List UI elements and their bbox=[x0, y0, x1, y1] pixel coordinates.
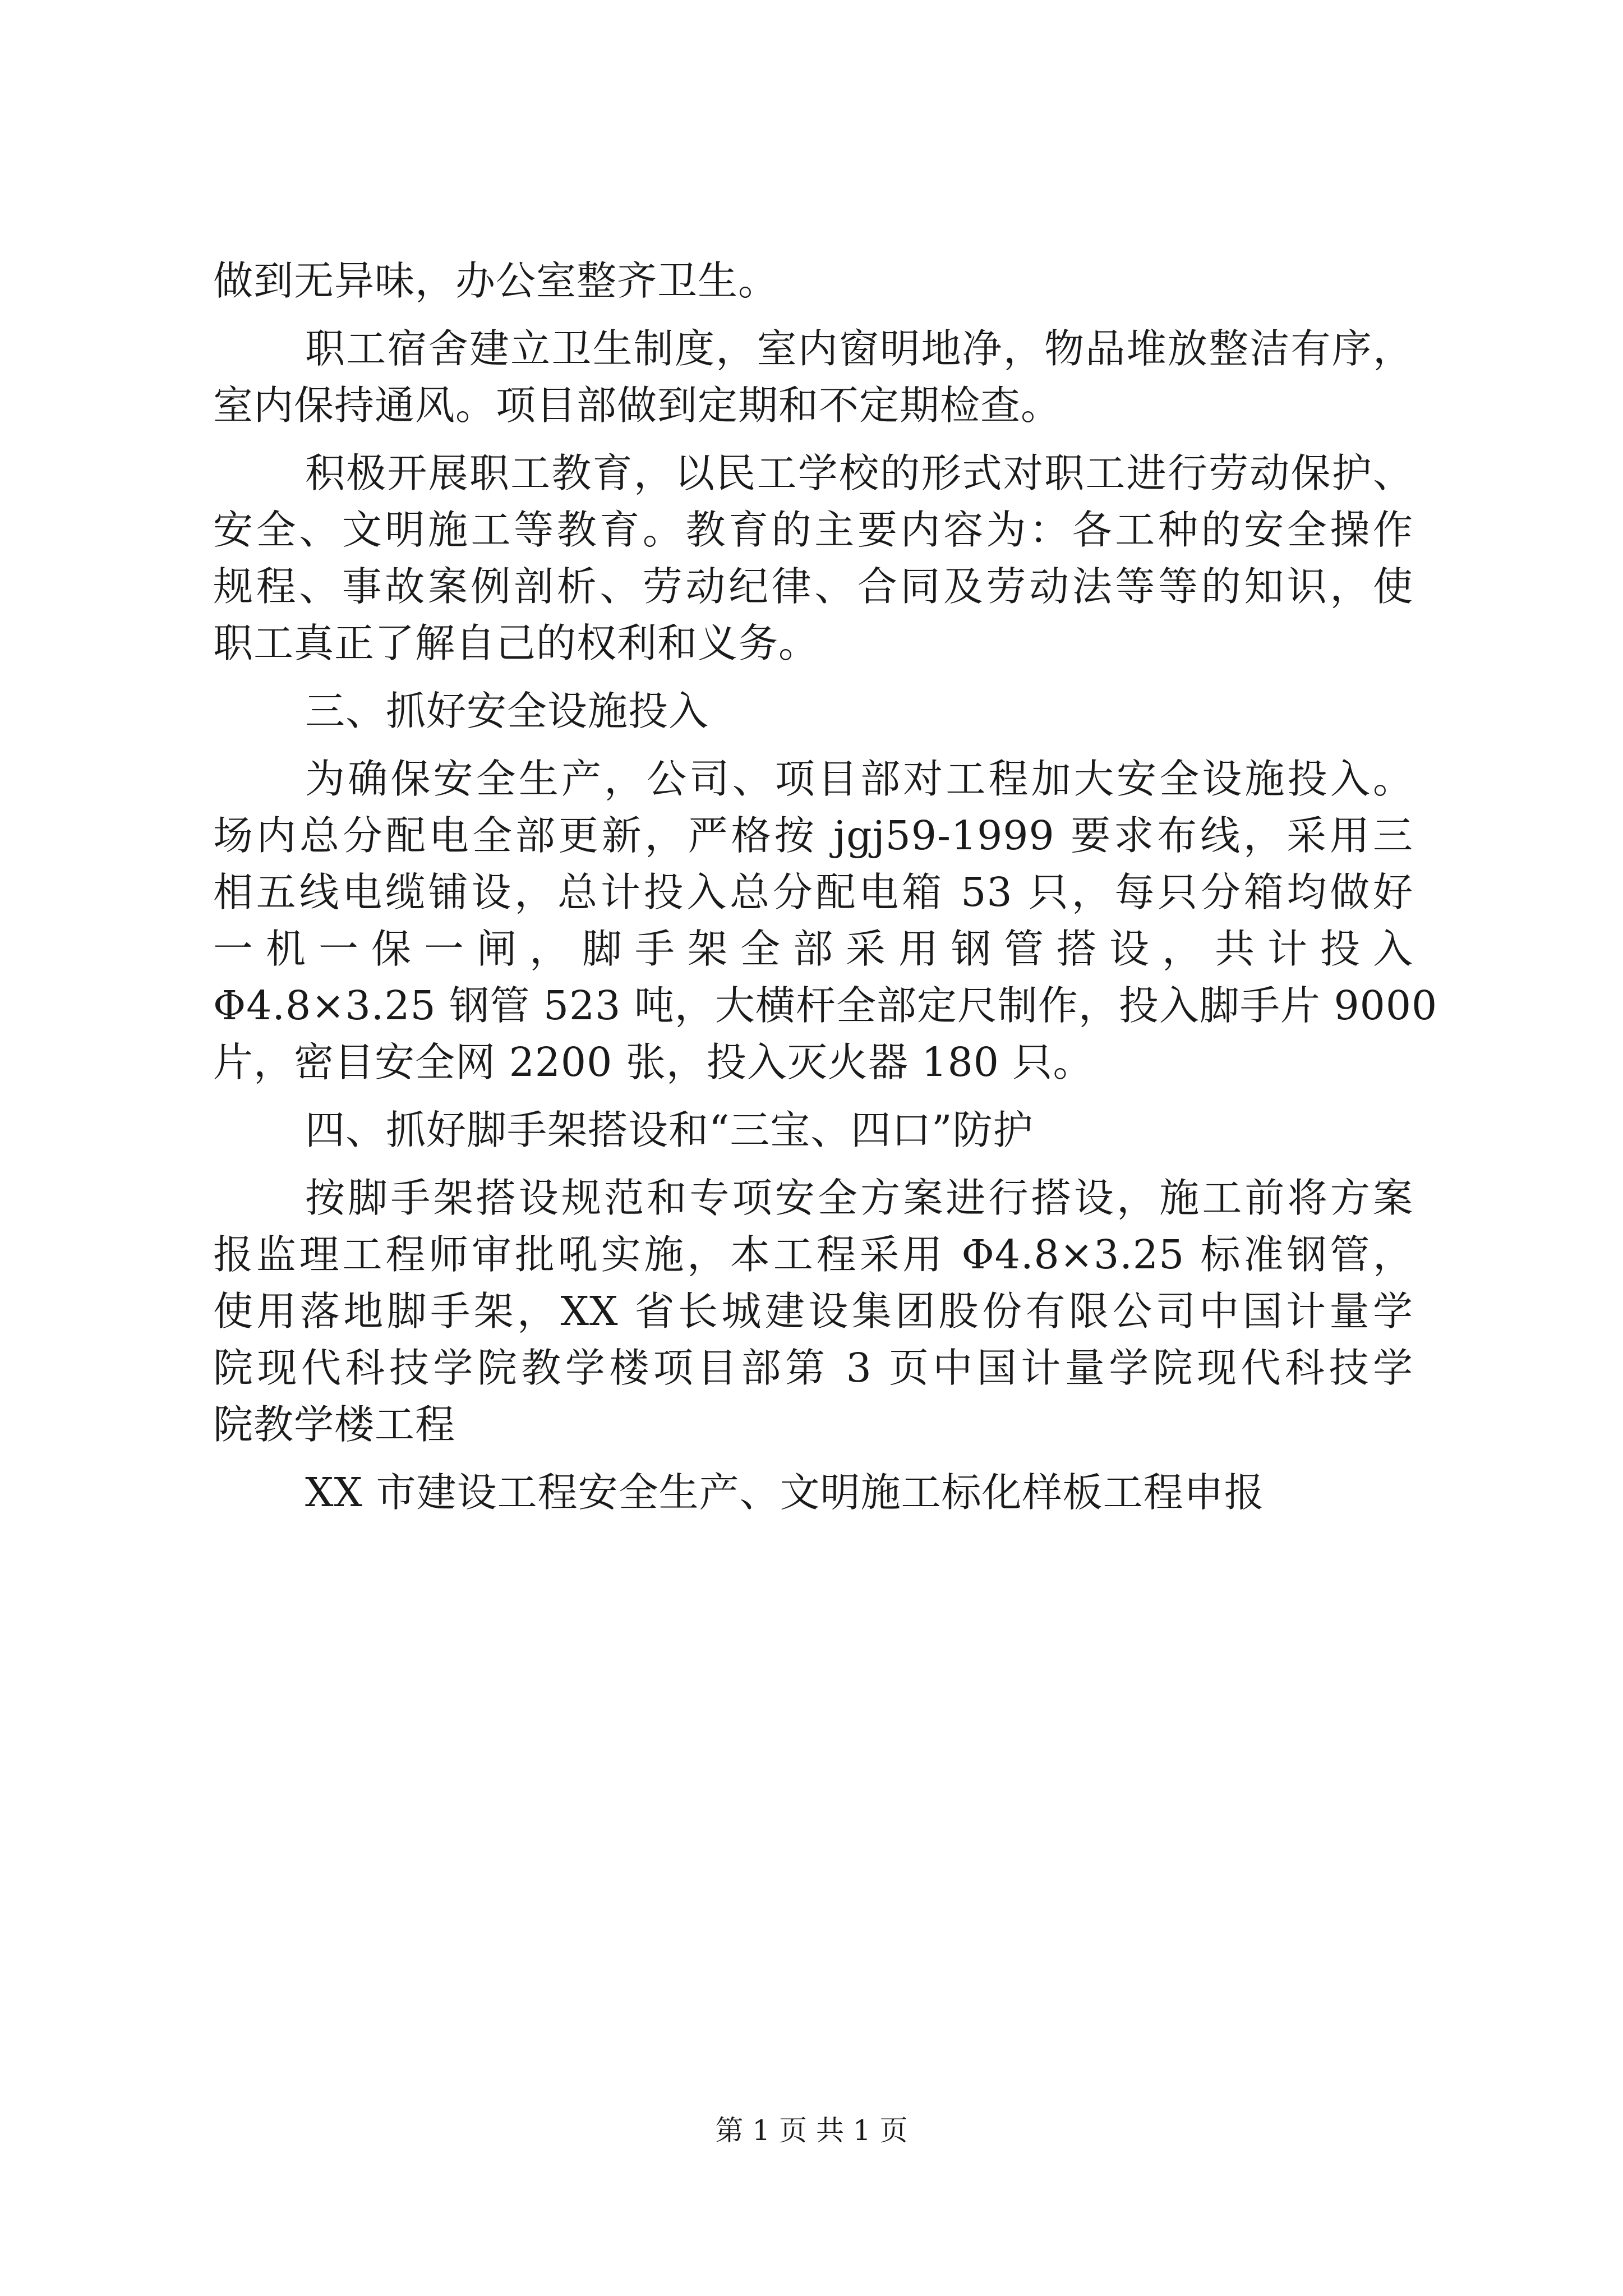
paragraph-line: 规程、事故案例剖析、劳动纪律、合同及劳动法等等的知识，使 bbox=[213, 563, 1413, 610]
paragraph-line: 相五线电缆铺设，总计投入总分配电箱 53 只，每只分箱均做好 bbox=[213, 869, 1413, 915]
paragraph-line: 做到无异味，办公室整齐卫生。 bbox=[213, 257, 779, 304]
section-heading: 三、抓好安全设施投入 bbox=[305, 688, 709, 734]
paragraph-line: 院现代科技学院教学楼项目部第 3 页中国计量学院现代科技学 bbox=[213, 1345, 1413, 1391]
paragraph-line: 一机一保一闸，脚手架全部采用钢管搭设，共计投入 bbox=[213, 926, 1413, 972]
paragraph-line: 院教学楼工程 bbox=[213, 1401, 456, 1448]
paragraph-line: 职工真正了解自己的权利和义务。 bbox=[213, 620, 819, 666]
section-heading: 四、抓好脚手架搭设和“三宝、四口”防护 bbox=[305, 1107, 1034, 1153]
document-body bbox=[213, 252, 1438, 1521]
paragraph-line: 为确保安全生产，公司、项目部对工程加大安全设施投入。 bbox=[305, 756, 1413, 802]
paragraph-line: 积极开展职工教育，以民工学校的形式对职工进行劳动保护、 bbox=[305, 450, 1413, 496]
paragraph-line: XX 市建设工程安全生产、文明施工标化样板工程申报 bbox=[305, 1469, 1265, 1516]
paragraph-line: 使用落地脚手架，XX 省长城建设集团股份有限公司中国计量学 bbox=[213, 1288, 1413, 1335]
paragraph-line: 报监理工程师审批吼实施，本工程采用 Φ4.8×3.25 标准钢管， bbox=[213, 1231, 1413, 1278]
paragraph-line: 片，密目安全网 2200 张，投入灭火器 180 只。 bbox=[213, 1039, 1094, 1085]
paragraph-line: 场内总分配电全部更新，严格按 jgj59-1999 要求布线，采用三 bbox=[213, 812, 1413, 859]
paragraph-line: 安全、文明施工等教育。教育的主要内容为：各工种的安全操作 bbox=[213, 507, 1413, 553]
paragraph-line: 职工宿舍建立卫生制度，室内窗明地净，物品堆放整洁有序， bbox=[305, 325, 1413, 372]
page-footer: 第 1 页 共 1 页 bbox=[715, 2114, 908, 2147]
paragraph-line: 室内保持通风。项目部做到定期和不定期检查。 bbox=[213, 382, 1062, 429]
paragraph-line: Φ4.8×3.25 钢管 523 吨，大横杆全部定尺制作，投入脚手片 9000 bbox=[213, 982, 1438, 1029]
paragraph-line: 按脚手架搭设规范和专项安全方案进行搭设，施工前将方案 bbox=[305, 1175, 1413, 1221]
